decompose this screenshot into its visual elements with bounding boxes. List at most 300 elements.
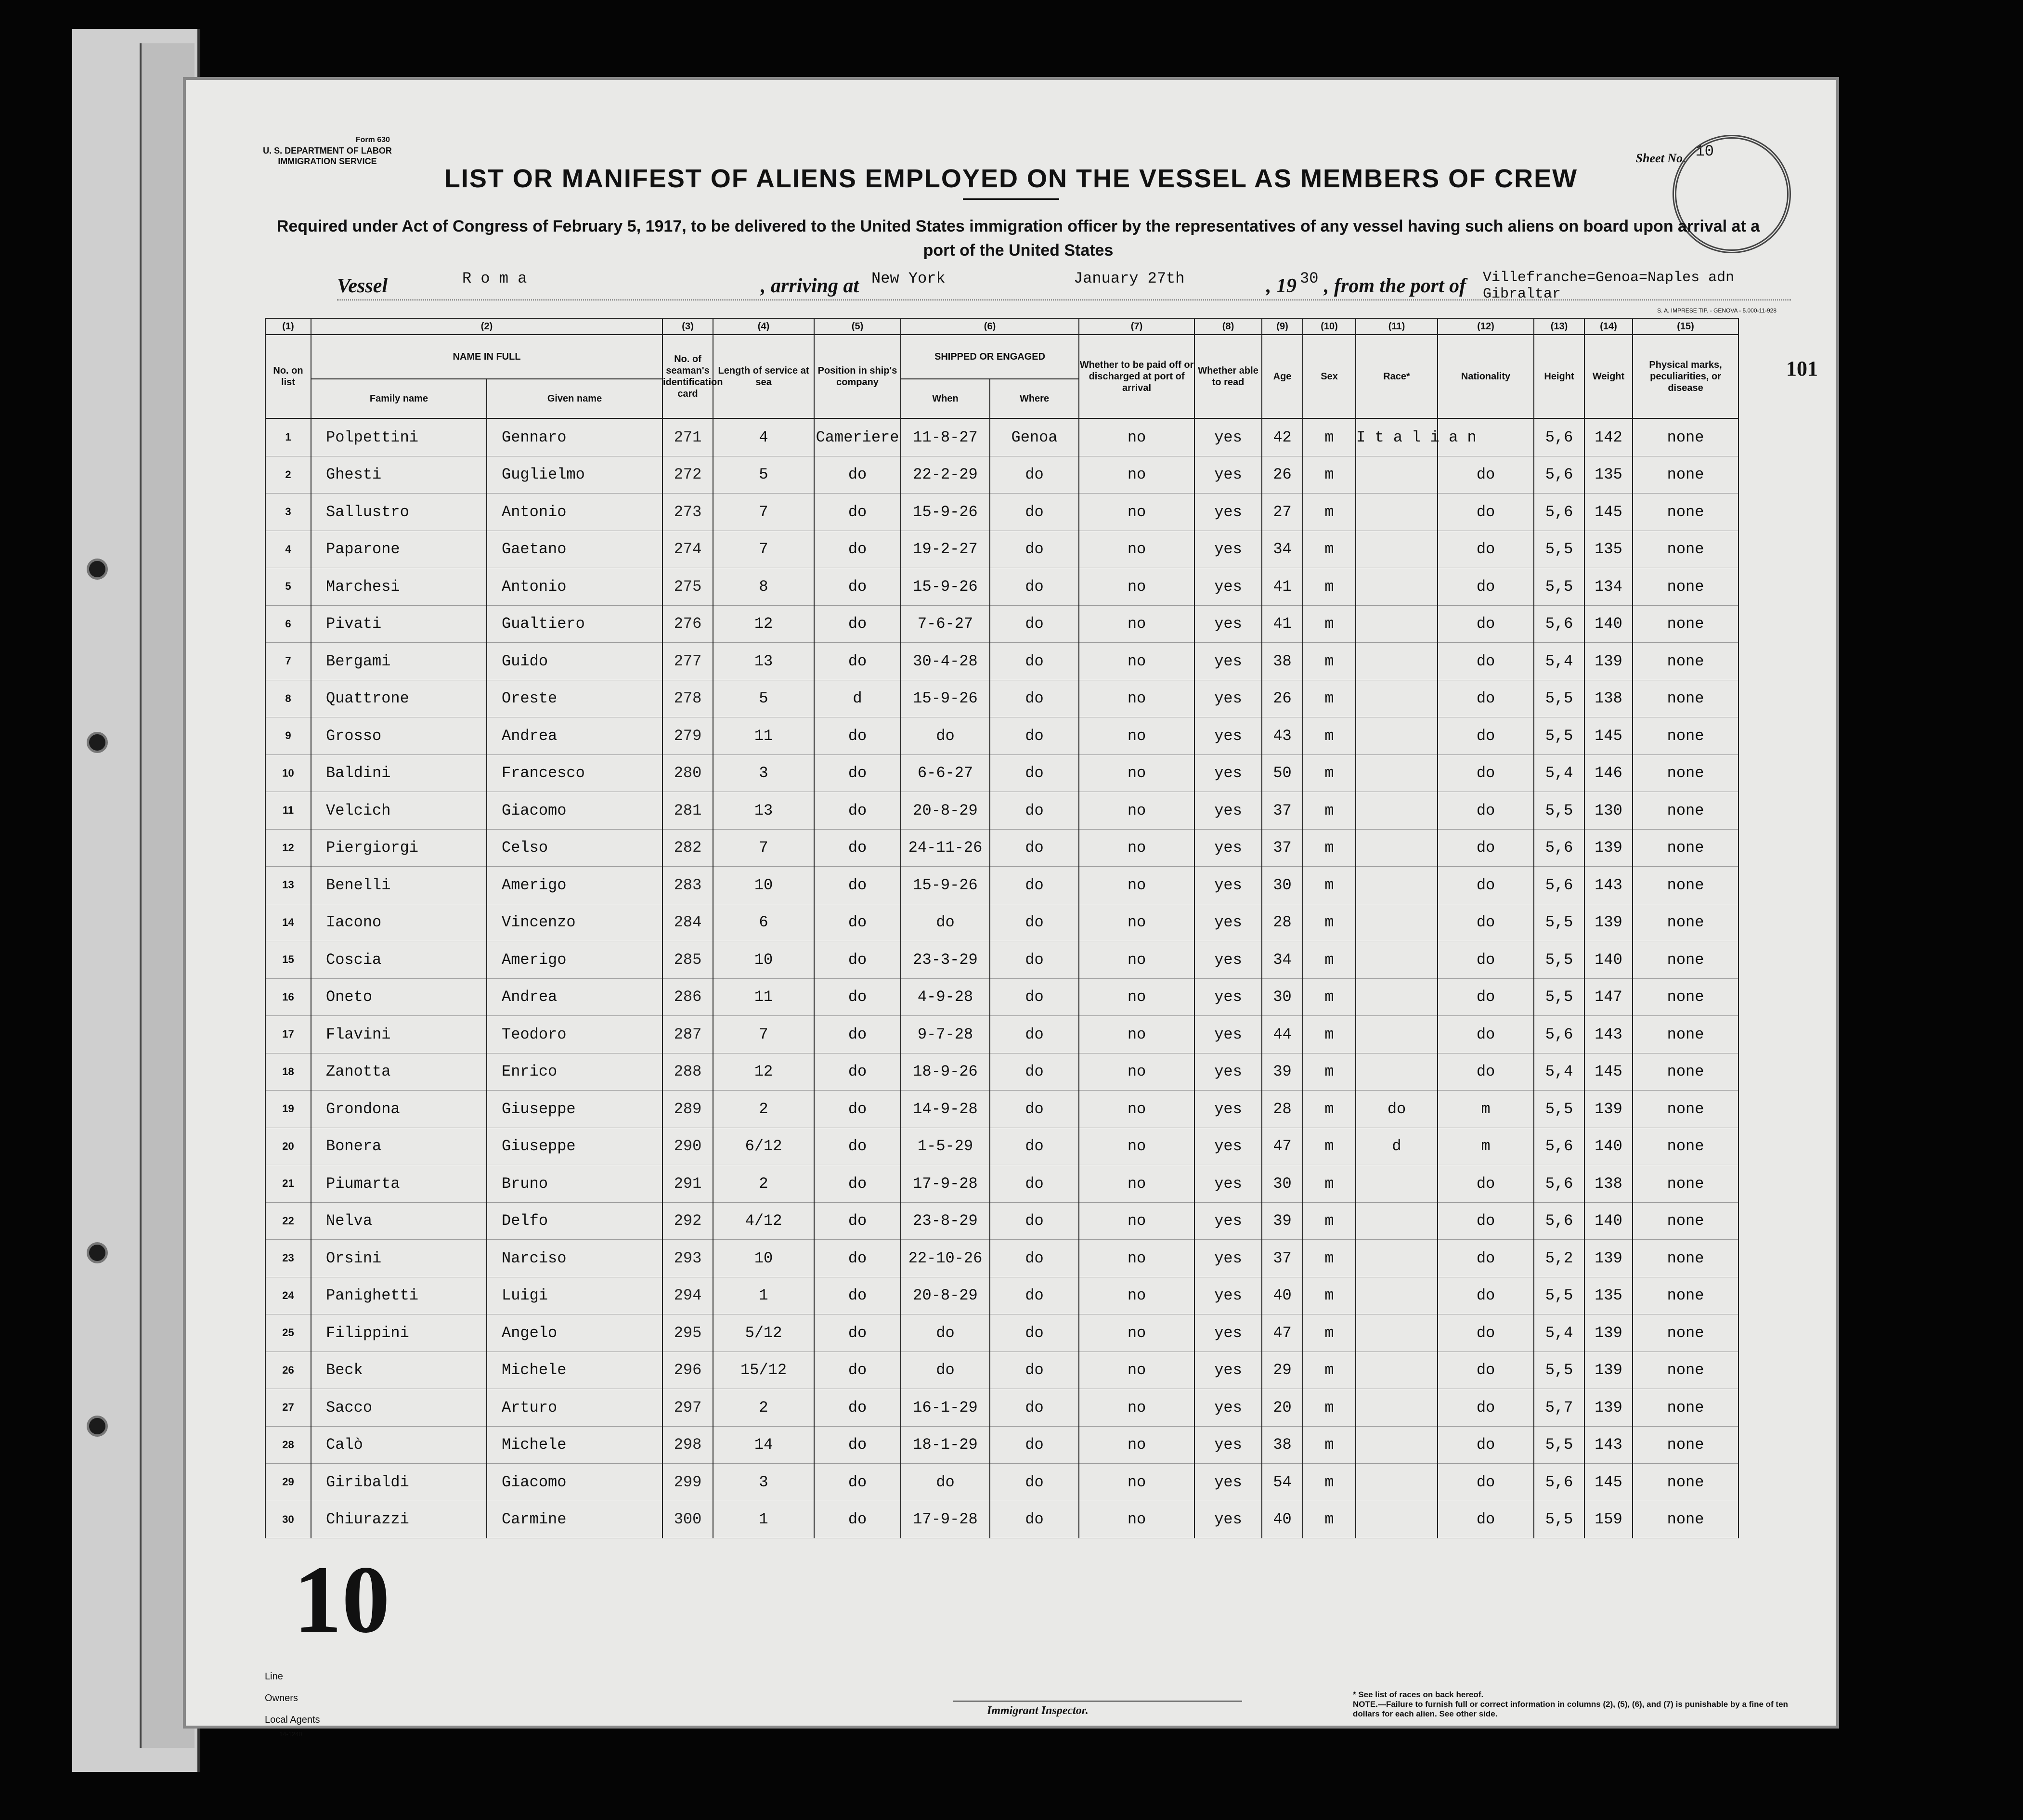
margin-number: 101 bbox=[1786, 357, 1818, 380]
cell-height: 5,5 bbox=[1534, 717, 1584, 755]
cell-paid-off: no bbox=[1079, 1352, 1194, 1389]
cell-height: 5,5 bbox=[1534, 941, 1584, 979]
cell-physical-marks: none bbox=[1633, 1464, 1738, 1501]
cell-id-card-number: 282 bbox=[662, 829, 713, 867]
cell-race bbox=[1356, 1053, 1438, 1091]
page-title: LIST OR MANIFEST OF ALIENS EMPLOYED ON THE VESSEL AS MEMBERS OF CREW bbox=[444, 164, 1578, 193]
cell-paid-off: no bbox=[1079, 531, 1194, 568]
cell-service-length: 4 bbox=[713, 418, 814, 456]
cell-race bbox=[1356, 1352, 1438, 1389]
cell-paid-off: no bbox=[1079, 829, 1194, 867]
cell-id-card-number: 290 bbox=[662, 1128, 713, 1165]
header-row-main bbox=[265, 335, 1738, 379]
cell-weight: 145 bbox=[1584, 1464, 1633, 1501]
cell-race bbox=[1356, 1240, 1438, 1277]
cell-shipped-where: do bbox=[990, 456, 1079, 494]
cell-id-card-number: 281 bbox=[662, 792, 713, 830]
cell-physical-marks: none bbox=[1633, 1352, 1738, 1389]
cell-height: 5,5 bbox=[1534, 978, 1584, 1016]
cell-weight: 139 bbox=[1584, 904, 1633, 941]
cell-height: 5,6 bbox=[1534, 1128, 1584, 1165]
cell-nationality: do bbox=[1438, 754, 1534, 792]
cell-shipped-where: do bbox=[990, 1165, 1079, 1203]
year-prefix: , 19 bbox=[1266, 275, 1297, 297]
table-row bbox=[265, 978, 1738, 1016]
table-row bbox=[265, 1165, 1738, 1203]
cell-row-number: 4 bbox=[265, 531, 311, 568]
cell-id-card-number: 275 bbox=[662, 568, 713, 606]
cell-family-name: Panighetti bbox=[311, 1277, 487, 1314]
cell-sex: m bbox=[1303, 978, 1356, 1016]
cell-nationality: do bbox=[1438, 1202, 1534, 1240]
cell-race bbox=[1356, 1389, 1438, 1427]
cell-nationality: do bbox=[1438, 978, 1534, 1016]
cell-service-length: 15/12 bbox=[713, 1352, 814, 1389]
table-row bbox=[265, 643, 1738, 680]
cell-position: d bbox=[814, 680, 901, 717]
cell-row-number: 2 bbox=[265, 456, 311, 494]
cell-sex: m bbox=[1303, 1352, 1356, 1389]
cell-service-length: 2 bbox=[713, 1091, 814, 1128]
cell-nationality: do bbox=[1438, 531, 1534, 568]
cell-position: do bbox=[814, 456, 901, 494]
cell-row-number: 12 bbox=[265, 829, 311, 867]
cell-height: 5,4 bbox=[1534, 1314, 1584, 1352]
cell-shipped-when: 16-1-29 bbox=[901, 1389, 990, 1427]
table-row bbox=[265, 531, 1738, 568]
cell-id-card-number: 299 bbox=[662, 1464, 713, 1501]
cell-age: 28 bbox=[1262, 904, 1303, 941]
cell-shipped-where: do bbox=[990, 1202, 1079, 1240]
cell-shipped-where: Genoa bbox=[990, 418, 1079, 456]
cell-family-name: Coscia bbox=[311, 941, 487, 979]
cell-shipped-when: 23-8-29 bbox=[901, 1202, 990, 1240]
cell-able-to-read: yes bbox=[1194, 717, 1262, 755]
cell-shipped-when: 6-6-27 bbox=[901, 754, 990, 792]
cell-physical-marks: none bbox=[1633, 1314, 1738, 1352]
cell-physical-marks: none bbox=[1633, 1240, 1738, 1277]
cell-paid-off: no bbox=[1079, 494, 1194, 531]
cell-row-number: 7 bbox=[265, 643, 311, 680]
cell-weight: 139 bbox=[1584, 1352, 1633, 1389]
cell-nationality: do bbox=[1438, 1016, 1534, 1053]
cell-id-card-number: 285 bbox=[662, 941, 713, 979]
cell-age: 38 bbox=[1262, 1426, 1303, 1464]
agency-name: U. S. DEPARTMENT OF LABOR bbox=[263, 146, 392, 156]
cell-height: 5,4 bbox=[1534, 1053, 1584, 1091]
cell-position: do bbox=[814, 643, 901, 680]
cell-weight: 142 bbox=[1584, 418, 1633, 456]
cell-sex: m bbox=[1303, 1426, 1356, 1464]
cell-id-card-number: 294 bbox=[662, 1277, 713, 1314]
cell-age: 41 bbox=[1262, 568, 1303, 606]
crew-manifest-table bbox=[265, 318, 1739, 1538]
cell-height: 5,6 bbox=[1534, 1464, 1584, 1501]
cell-able-to-read: yes bbox=[1194, 1240, 1262, 1277]
cell-race bbox=[1356, 605, 1438, 643]
cell-row-number: 22 bbox=[265, 1202, 311, 1240]
cell-family-name: Giribaldi bbox=[311, 1464, 487, 1501]
cell-physical-marks: none bbox=[1633, 941, 1738, 979]
colnum-3: (3) bbox=[662, 318, 713, 335]
cell-paid-off: no bbox=[1079, 1464, 1194, 1501]
cell-shipped-where: do bbox=[990, 1389, 1079, 1427]
header-where: Where bbox=[990, 379, 1079, 418]
cell-weight: 140 bbox=[1584, 1128, 1633, 1165]
cell-height: 5,5 bbox=[1534, 568, 1584, 606]
cell-position: Cameriere bbox=[814, 418, 901, 456]
cell-given-name: Guido bbox=[487, 643, 662, 680]
cell-service-length: 6 bbox=[713, 904, 814, 941]
cell-height: 5,5 bbox=[1534, 1277, 1584, 1314]
cell-shipped-where: do bbox=[990, 1016, 1079, 1053]
cell-race: I t a l i a n bbox=[1356, 418, 1438, 456]
colnum-6: (6) bbox=[901, 318, 1079, 335]
cell-service-length: 2 bbox=[713, 1389, 814, 1427]
cell-paid-off: no bbox=[1079, 754, 1194, 792]
cell-position: do bbox=[814, 941, 901, 979]
cell-paid-off: no bbox=[1079, 1016, 1194, 1053]
cell-able-to-read: yes bbox=[1194, 941, 1262, 979]
cell-paid-off: no bbox=[1079, 792, 1194, 830]
cell-row-number: 19 bbox=[265, 1091, 311, 1128]
cell-age: 27 bbox=[1262, 494, 1303, 531]
cell-nationality: do bbox=[1438, 568, 1534, 606]
cell-family-name: Benelli bbox=[311, 867, 487, 904]
cell-weight: 135 bbox=[1584, 1277, 1633, 1314]
cell-height: 5,5 bbox=[1534, 1091, 1584, 1128]
table-row bbox=[265, 717, 1738, 755]
cell-weight: 159 bbox=[1584, 1501, 1633, 1538]
cell-race bbox=[1356, 1165, 1438, 1203]
cell-race bbox=[1356, 829, 1438, 867]
binder-hole bbox=[87, 1416, 108, 1437]
cell-weight: 130 bbox=[1584, 792, 1633, 830]
cell-paid-off: no bbox=[1079, 680, 1194, 717]
cell-sex: m bbox=[1303, 941, 1356, 979]
cell-physical-marks: none bbox=[1633, 1128, 1738, 1165]
cell-position: do bbox=[814, 904, 901, 941]
cell-shipped-when: 23-3-29 bbox=[901, 941, 990, 979]
cell-row-number: 13 bbox=[265, 867, 311, 904]
table-row bbox=[265, 1128, 1738, 1165]
cell-shipped-where: do bbox=[990, 680, 1079, 717]
inspector-signature-rule bbox=[953, 1701, 1242, 1702]
cell-shipped-when: 15-9-26 bbox=[901, 867, 990, 904]
cell-service-length: 1 bbox=[713, 1501, 814, 1538]
cell-row-number: 28 bbox=[265, 1426, 311, 1464]
cell-row-number: 3 bbox=[265, 494, 311, 531]
cell-age: 28 bbox=[1262, 1091, 1303, 1128]
cell-shipped-where: do bbox=[990, 941, 1079, 979]
cell-shipped-when: 9-7-28 bbox=[901, 1016, 990, 1053]
table-row bbox=[265, 1352, 1738, 1389]
cell-shipped-where: do bbox=[990, 1314, 1079, 1352]
colnum-12: (12) bbox=[1438, 318, 1534, 335]
cell-family-name: Bonera bbox=[311, 1128, 487, 1165]
cell-sex: m bbox=[1303, 1016, 1356, 1053]
cell-weight: 135 bbox=[1584, 531, 1633, 568]
cell-sex: m bbox=[1303, 1091, 1356, 1128]
cell-family-name: Orsini bbox=[311, 1240, 487, 1277]
cell-race bbox=[1356, 1501, 1438, 1538]
table-row bbox=[265, 1464, 1738, 1501]
form-agency-block bbox=[255, 135, 400, 167]
arriving-label: , arriving at bbox=[761, 275, 859, 297]
cell-family-name: Piumarta bbox=[311, 1165, 487, 1203]
cell-height: 5,7 bbox=[1534, 1389, 1584, 1427]
cell-height: 5,6 bbox=[1534, 605, 1584, 643]
footnotes bbox=[1353, 1690, 1815, 1719]
colnum-7: (7) bbox=[1079, 318, 1194, 335]
cell-paid-off: no bbox=[1079, 1202, 1194, 1240]
cell-shipped-where: do bbox=[990, 605, 1079, 643]
cell-family-name: Polpettini bbox=[311, 418, 487, 456]
cell-row-number: 23 bbox=[265, 1240, 311, 1277]
cell-height: 5,6 bbox=[1534, 494, 1584, 531]
cell-age: 47 bbox=[1262, 1128, 1303, 1165]
cell-height: 5,6 bbox=[1534, 1165, 1584, 1203]
cell-physical-marks: none bbox=[1633, 605, 1738, 643]
cell-shipped-where: do bbox=[990, 1240, 1079, 1277]
vessel-line-rule bbox=[337, 299, 1791, 300]
cell-weight: 143 bbox=[1584, 867, 1633, 904]
cell-shipped-when: do bbox=[901, 1464, 990, 1501]
cell-paid-off: no bbox=[1079, 1501, 1194, 1538]
cell-given-name: Enrico bbox=[487, 1053, 662, 1091]
cell-race bbox=[1356, 717, 1438, 755]
cell-family-name: Sallustro bbox=[311, 494, 487, 531]
table-row bbox=[265, 941, 1738, 979]
cell-row-number: 10 bbox=[265, 754, 311, 792]
cell-row-number: 20 bbox=[265, 1128, 311, 1165]
cell-service-length: 5 bbox=[713, 456, 814, 494]
arrival-year: 30 bbox=[1300, 270, 1319, 287]
cell-race bbox=[1356, 1202, 1438, 1240]
cell-given-name: Teodoro bbox=[487, 1016, 662, 1053]
cell-service-length: 5 bbox=[713, 680, 814, 717]
cell-family-name: Velcich bbox=[311, 792, 487, 830]
cell-family-name: Marchesi bbox=[311, 568, 487, 606]
cell-given-name: Oreste bbox=[487, 680, 662, 717]
cell-row-number: 14 bbox=[265, 904, 311, 941]
colnum-13: (13) bbox=[1534, 318, 1584, 335]
cell-weight: 146 bbox=[1584, 754, 1633, 792]
local-agents-label: Local Agents bbox=[265, 1715, 320, 1725]
cell-shipped-when: 1-5-29 bbox=[901, 1128, 990, 1165]
cell-able-to-read: yes bbox=[1194, 1053, 1262, 1091]
cell-physical-marks: none bbox=[1633, 1053, 1738, 1091]
cell-row-number: 24 bbox=[265, 1277, 311, 1314]
cell-given-name: Narciso bbox=[487, 1240, 662, 1277]
cell-weight: 140 bbox=[1584, 1202, 1633, 1240]
cell-age: 29 bbox=[1262, 1352, 1303, 1389]
cell-physical-marks: none bbox=[1633, 1165, 1738, 1203]
cell-race: do bbox=[1356, 1091, 1438, 1128]
cell-service-length: 13 bbox=[713, 792, 814, 830]
header-position: Position in ship's company bbox=[814, 335, 901, 418]
cell-height: 5,6 bbox=[1534, 418, 1584, 456]
cell-given-name: Amerigo bbox=[487, 867, 662, 904]
cell-able-to-read: yes bbox=[1194, 1128, 1262, 1165]
cell-able-to-read: yes bbox=[1194, 1314, 1262, 1352]
cell-position: do bbox=[814, 1277, 901, 1314]
cell-given-name: Giuseppe bbox=[487, 1128, 662, 1165]
cell-race bbox=[1356, 792, 1438, 830]
cell-service-length: 1 bbox=[713, 1277, 814, 1314]
cell-service-length: 7 bbox=[713, 829, 814, 867]
cell-race bbox=[1356, 941, 1438, 979]
cell-race bbox=[1356, 1314, 1438, 1352]
cell-shipped-when: 14-9-28 bbox=[901, 1091, 990, 1128]
cell-family-name: Quattrone bbox=[311, 680, 487, 717]
cell-row-number: 18 bbox=[265, 1053, 311, 1091]
vessel-info-line bbox=[337, 270, 1791, 303]
cell-sex: m bbox=[1303, 1314, 1356, 1352]
cell-service-length: 12 bbox=[713, 1053, 814, 1091]
cell-given-name: Vincenzo bbox=[487, 904, 662, 941]
cell-nationality: do bbox=[1438, 1277, 1534, 1314]
cell-service-length: 10 bbox=[713, 1240, 814, 1277]
cell-sex: m bbox=[1303, 605, 1356, 643]
cell-row-number: 1 bbox=[265, 418, 311, 456]
cell-height: 5,6 bbox=[1534, 867, 1584, 904]
cell-given-name: Guglielmo bbox=[487, 456, 662, 494]
cell-age: 44 bbox=[1262, 1016, 1303, 1053]
cell-paid-off: no bbox=[1079, 867, 1194, 904]
table-row bbox=[265, 494, 1738, 531]
cell-given-name: Antonio bbox=[487, 568, 662, 606]
cell-id-card-number: 296 bbox=[662, 1352, 713, 1389]
cell-shipped-when: do bbox=[901, 1352, 990, 1389]
cell-age: 30 bbox=[1262, 867, 1303, 904]
cell-given-name: Andrea bbox=[487, 978, 662, 1016]
cell-family-name: Ghesti bbox=[311, 456, 487, 494]
cell-position: do bbox=[814, 1016, 901, 1053]
cell-weight: 139 bbox=[1584, 1389, 1633, 1427]
cell-age: 40 bbox=[1262, 1501, 1303, 1538]
cell-sex: m bbox=[1303, 494, 1356, 531]
colnum-10: (10) bbox=[1303, 318, 1356, 335]
cell-age: 37 bbox=[1262, 792, 1303, 830]
cell-family-name: Flavini bbox=[311, 1016, 487, 1053]
cell-able-to-read: yes bbox=[1194, 1202, 1262, 1240]
table-row bbox=[265, 754, 1738, 792]
cell-given-name: Delfo bbox=[487, 1202, 662, 1240]
colnum-5: (5) bbox=[814, 318, 901, 335]
cell-family-name: Baldini bbox=[311, 754, 487, 792]
cell-nationality: m bbox=[1438, 1128, 1534, 1165]
manifest-sheet bbox=[183, 77, 1839, 1738]
cell-given-name: Michele bbox=[487, 1352, 662, 1389]
cell-row-number: 29 bbox=[265, 1464, 311, 1501]
cell-sex: m bbox=[1303, 717, 1356, 755]
cell-shipped-where: do bbox=[990, 1277, 1079, 1314]
cell-position: do bbox=[814, 1128, 901, 1165]
cell-position: do bbox=[814, 1202, 901, 1240]
header-paid-off: Whether to be paid off or discharged at port of arrival bbox=[1079, 335, 1194, 418]
cell-height: 5,6 bbox=[1534, 1202, 1584, 1240]
table-row bbox=[265, 792, 1738, 830]
cell-service-length: 14 bbox=[713, 1426, 814, 1464]
cell-weight: 145 bbox=[1584, 1053, 1633, 1091]
cell-row-number: 30 bbox=[265, 1501, 311, 1538]
cell-shipped-where: do bbox=[990, 829, 1079, 867]
cell-paid-off: no bbox=[1079, 1128, 1194, 1165]
table-row bbox=[265, 1314, 1738, 1352]
cell-race bbox=[1356, 867, 1438, 904]
cell-service-length: 5/12 bbox=[713, 1314, 814, 1352]
cell-physical-marks: none bbox=[1633, 531, 1738, 568]
cell-shipped-where: do bbox=[990, 867, 1079, 904]
vessel-label: Vessel bbox=[337, 275, 388, 297]
cell-physical-marks: none bbox=[1633, 1202, 1738, 1240]
cell-nationality: m bbox=[1438, 1091, 1534, 1128]
cell-sex: m bbox=[1303, 1464, 1356, 1501]
cell-able-to-read: yes bbox=[1194, 531, 1262, 568]
cell-sex: m bbox=[1303, 754, 1356, 792]
cell-able-to-read: yes bbox=[1194, 1016, 1262, 1053]
cell-height: 5,6 bbox=[1534, 829, 1584, 867]
table-row bbox=[265, 1426, 1738, 1464]
cell-nationality: do bbox=[1438, 1464, 1534, 1501]
cell-id-card-number: 279 bbox=[662, 717, 713, 755]
cell-sex: m bbox=[1303, 568, 1356, 606]
cell-race: d bbox=[1356, 1128, 1438, 1165]
cell-position: do bbox=[814, 1053, 901, 1091]
cell-weight: 135 bbox=[1584, 456, 1633, 494]
cell-shipped-where: do bbox=[990, 1352, 1079, 1389]
cell-age: 43 bbox=[1262, 717, 1303, 755]
cell-row-number: 21 bbox=[265, 1165, 311, 1203]
table-row bbox=[265, 829, 1738, 867]
table-row bbox=[265, 904, 1738, 941]
cell-family-name: Paparone bbox=[311, 531, 487, 568]
cell-able-to-read: yes bbox=[1194, 456, 1262, 494]
cell-shipped-where: do bbox=[990, 1426, 1079, 1464]
cell-given-name: Francesco bbox=[487, 754, 662, 792]
cell-able-to-read: yes bbox=[1194, 1352, 1262, 1389]
cell-id-card-number: 283 bbox=[662, 867, 713, 904]
cell-physical-marks: none bbox=[1633, 1389, 1738, 1427]
cell-sex: m bbox=[1303, 1501, 1356, 1538]
cell-paid-off: no bbox=[1079, 605, 1194, 643]
cell-shipped-when: 19-2-27 bbox=[901, 531, 990, 568]
cell-able-to-read: yes bbox=[1194, 792, 1262, 830]
cell-row-number: 8 bbox=[265, 680, 311, 717]
cell-shipped-where: do bbox=[990, 717, 1079, 755]
header-no-on-list: No. on list bbox=[265, 335, 311, 418]
crew-rows bbox=[265, 418, 1738, 1538]
cell-id-card-number: 289 bbox=[662, 1091, 713, 1128]
cell-sex: m bbox=[1303, 867, 1356, 904]
cell-family-name: Chiurazzi bbox=[311, 1501, 487, 1538]
cell-physical-marks: none bbox=[1633, 829, 1738, 867]
table-row bbox=[265, 1016, 1738, 1053]
cell-weight: 143 bbox=[1584, 1426, 1633, 1464]
cell-given-name: Gennaro bbox=[487, 418, 662, 456]
cell-given-name: Gualtiero bbox=[487, 605, 662, 643]
cell-position: do bbox=[814, 1426, 901, 1464]
cell-able-to-read: yes bbox=[1194, 1464, 1262, 1501]
cell-family-name: Beck bbox=[311, 1352, 487, 1389]
arrival-port: New York bbox=[871, 270, 946, 287]
cell-position: do bbox=[814, 605, 901, 643]
cell-physical-marks: none bbox=[1633, 717, 1738, 755]
cell-family-name: Oneto bbox=[311, 978, 487, 1016]
header-weight: Weight bbox=[1584, 335, 1633, 418]
cell-family-name: Sacco bbox=[311, 1389, 487, 1427]
